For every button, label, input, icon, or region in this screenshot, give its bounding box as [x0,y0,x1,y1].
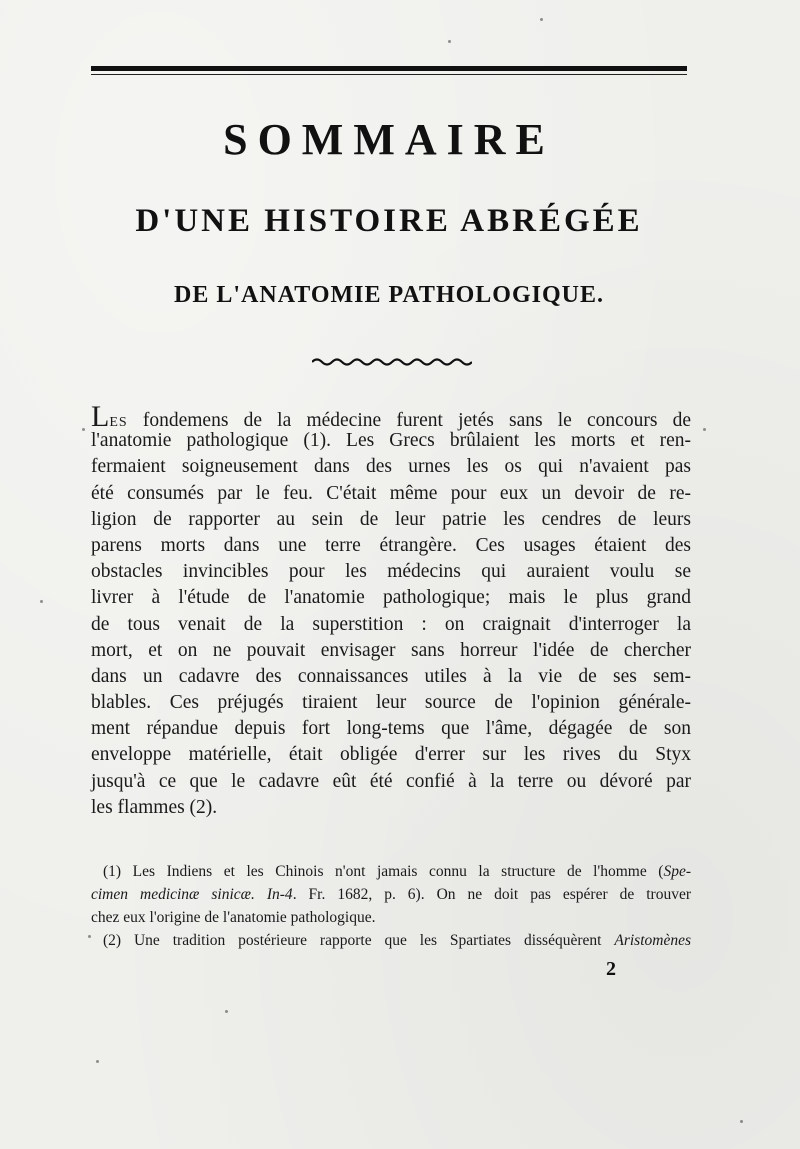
body-line: parens morts dans une terre étrangère. Ces usages étaient des [91,534,691,556]
paper-speck [225,1010,228,1013]
header-rule-thin [91,74,687,75]
body-line: jusqu'à ce que le cadavre eût été confié à la terre ou dévoré par [91,770,691,792]
paper-speck [96,1060,99,1063]
body-line-text: fondemens de la médecine furent jetés sans le concours de [127,410,691,431]
paper-speck [88,935,91,938]
footnote-1-line [91,860,691,883]
footnote-italic: cimen medicinæ sinicæ. In-4 [91,886,293,903]
body-line: enveloppe matérielle, était obligée d'errer sur les rives du Styx [91,744,691,766]
body-line [91,400,691,433]
small-caps: ES [109,415,128,430]
body-line: ligion de rapporter au sein de leur patrie les cendres de leurs [91,508,691,530]
paper-speck [82,428,85,431]
paper-speck [40,600,43,603]
paper-speck [540,18,543,21]
body-line: mort, et on ne pouvait envisager sans horreur l'idée de chercher [91,639,691,661]
paper-speck [703,428,706,431]
footnote-1-line: chez eux l'origine de l'anatomie pathologique. [91,909,376,926]
footnote-italic: Aristomènes [614,932,691,949]
footnote-text: . Fr. 1682, p. 6). On ne doit pas espérer de trouver [292,886,691,903]
page-subtitle: D'UNE HISTOIRE ABRÉGÉE [135,203,643,239]
body-line: de tous venait de la superstition : on craignait d'interroger la [91,613,691,635]
body-line: fermaient soigneusement dans des urnes les os qui n'avaient pas [91,456,691,478]
body-line: été consumés par le feu. C'était même pour eux un devoir de re- [91,482,691,504]
body-paragraph [91,402,691,821]
ornament-divider-icon [312,357,472,367]
header-rule-thick [91,66,687,71]
signature-mark: 2 [606,958,616,980]
footnote-italic: Spe- [663,863,691,880]
page-subtitle-secondary: DE L'ANATOMIE PATHOLOGIQUE. [174,282,604,308]
body-line: dans un cadavre des connaissances utiles à la vie de ses sem- [91,665,691,687]
footnotes [91,860,691,952]
body-line: les flammes (2). [91,796,218,818]
footnote-1-line [91,883,691,906]
footnote-text: (1) Les Indiens et les Chinois n'ont jamais connu la structure de l'homme ( [103,863,664,880]
page-title: SOMMAIRE [223,115,555,164]
body-line: ment répandue depuis fort long-tems que l'âme, dégagée de son [91,718,691,740]
footnote-2-line [91,929,691,952]
body-line: blables. Ces préjugés tiraient leur source de l'opinion générale- [91,692,691,714]
paper-speck [740,1120,743,1123]
body-line: l'anatomie pathologique (1). Les Grecs brûlaient les morts et ren- [91,430,691,452]
body-line: obstacles invincibles pour les médecins qui auraient voulu se [91,561,691,583]
paper-speck [448,40,451,43]
footnote-text: (2) Une tradition postérieure rapporte que les Spartiates disséquèrent [103,932,615,949]
drop-cap: L [91,400,110,433]
body-line: livrer à l'étude de l'anatomie pathologique; mais le plus grand [91,587,691,609]
